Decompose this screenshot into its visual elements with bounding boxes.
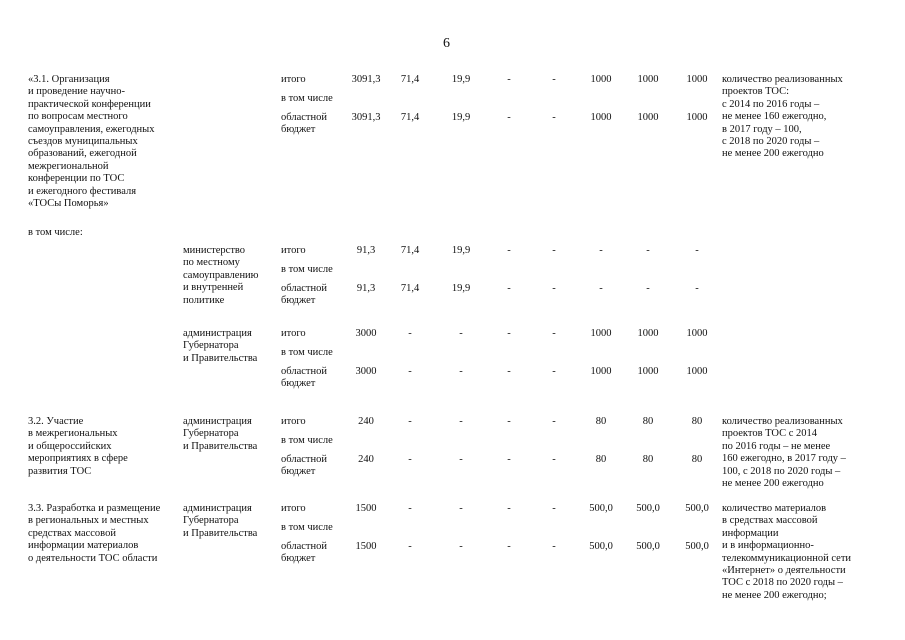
amount-cell-r31b-total-4: - bbox=[552, 328, 556, 339]
amount-cell-r33-reg-4: - bbox=[552, 541, 556, 552]
amount-cell-r31b-reg-3: - bbox=[507, 366, 511, 377]
amount-cell-r31a-reg-1: 71,4 bbox=[400, 283, 420, 294]
amount-cell-r31b-reg-1: - bbox=[408, 366, 412, 377]
label-regional-budget: областной бюджет bbox=[281, 283, 327, 307]
amount-cell-r33-total-3: - bbox=[507, 503, 511, 514]
amount-cell-r31a-total-7: - bbox=[695, 245, 699, 256]
amount-cell-r31a-reg-6: - bbox=[646, 283, 650, 294]
amount-cell-r33-total-7: 500,0 bbox=[685, 503, 709, 514]
amount-cell-r32-reg-3: - bbox=[507, 454, 511, 465]
amount-cell-r31-reg-7: 1000 bbox=[686, 112, 708, 123]
amount-cell-r31a-total-0: 91,3 bbox=[356, 245, 376, 256]
amount-cell-r33-total-1: - bbox=[408, 503, 412, 514]
amount-cell-r31-total-3: - bbox=[507, 74, 511, 85]
amount-cell-r32-total-7: 80 bbox=[691, 416, 703, 427]
amount-cell-r31b-total-6: 1000 bbox=[637, 328, 659, 339]
amount-cell-r32-reg-4: - bbox=[552, 454, 556, 465]
amount-cell-r31a-total-1: 71,4 bbox=[400, 245, 420, 256]
amount-cell-r31a-total-3: - bbox=[507, 245, 511, 256]
amount-cell-r33-total-2: - bbox=[459, 503, 463, 514]
amount-cell-r33-total-5: 500,0 bbox=[589, 503, 613, 514]
label-including: в том числе bbox=[281, 435, 333, 446]
amount-cell-r31b-total-5: 1000 bbox=[590, 328, 612, 339]
amount-cell-r31-reg-4: - bbox=[552, 112, 556, 123]
amount-cell-r33-total-6: 500,0 bbox=[636, 503, 660, 514]
amount-cell-r31a-reg-0: 91,3 bbox=[356, 283, 376, 294]
amount-cell-r31-total-7: 1000 bbox=[686, 74, 708, 85]
amount-cell-r33-reg-6: 500,0 bbox=[636, 541, 660, 552]
result-3-2: количество реализованных проектов ТОС с 2014 по 2016 годы – не менее 160 ежегодно, в 2017 году – 100, с 2018 по 2020 годы – не менее 200 ежегодно bbox=[722, 416, 846, 490]
amount-cell-r33-reg-1: - bbox=[408, 541, 412, 552]
amount-cell-r31b-total-0: 3000 bbox=[355, 328, 377, 339]
amount-cell-r32-reg-1: - bbox=[408, 454, 412, 465]
amount-cell-r32-total-5: 80 bbox=[595, 416, 607, 427]
amount-cell-r31b-reg-0: 3000 bbox=[355, 366, 377, 377]
amount-cell-r31-total-0: 3091,3 bbox=[351, 74, 381, 85]
activity-3-1: «3.1. Организация и проведение научно- практической конференции по вопросам местного самоуправления, ежегодных съездов муниципальных образований, ежегодной межрегиональной конференции по ТОС и ежегодного фестиваля «ТОСы Поморья» bbox=[28, 74, 155, 210]
amount-cell-r31b-reg-7: 1000 bbox=[686, 366, 708, 377]
page-number: 6 bbox=[443, 36, 450, 51]
amount-cell-r31a-total-2: 19,9 bbox=[451, 245, 471, 256]
amount-cell-r32-reg-7: 80 bbox=[691, 454, 703, 465]
amount-cell-r31a-total-4: - bbox=[552, 245, 556, 256]
amount-cell-r31b-total-7: 1000 bbox=[686, 328, 708, 339]
amount-cell-r31-total-1: 71,4 bbox=[400, 74, 420, 85]
amount-cell-r32-total-0: 240 bbox=[358, 416, 374, 427]
amount-cell-r31a-reg-4: - bbox=[552, 283, 556, 294]
amount-cell-r31a-reg-2: 19,9 bbox=[451, 283, 471, 294]
amount-cell-r31b-reg-4: - bbox=[552, 366, 556, 377]
activity-3-3: 3.3. Разработка и размещение в региональных и местных средствах массовой информации материалов о деятельности ТОС области bbox=[28, 503, 161, 564]
label-total: итого bbox=[281, 245, 306, 256]
label-total: итого bbox=[281, 74, 306, 85]
amount-cell-r33-reg-3: - bbox=[507, 541, 511, 552]
amount-cell-r32-reg-5: 80 bbox=[595, 454, 607, 465]
amount-cell-r31-total-4: - bbox=[552, 74, 556, 85]
amount-cell-r31a-reg-3: - bbox=[507, 283, 511, 294]
executor-administration: администрация Губернатора и Правительства bbox=[183, 328, 258, 364]
executor-ministry: министерство по местному самоуправлению и внутренней политике bbox=[183, 245, 259, 306]
amount-cell-r31-reg-5: 1000 bbox=[590, 112, 612, 123]
result-3-3: количество материалов в средствах массовой информации и в информационно- телекоммуникационной сети «Интернет» о деятельности ТОС с 2018 по 2020 годы – не менее 200 ежегодно; bbox=[722, 503, 852, 601]
amount-cell-r31b-total-2: - bbox=[459, 328, 463, 339]
amount-cell-r31a-reg-5: - bbox=[599, 283, 603, 294]
amount-cell-r32-total-2: - bbox=[459, 416, 463, 427]
amount-cell-r31a-reg-7: - bbox=[695, 283, 699, 294]
executor-administration: администрация Губернатора и Правительства bbox=[183, 416, 258, 452]
amount-cell-r33-reg-5: 500,0 bbox=[589, 541, 613, 552]
label-total: итого bbox=[281, 328, 306, 339]
amount-cell-r31-reg-0: 3091,3 bbox=[351, 112, 381, 123]
amount-cell-r32-reg-0: 240 bbox=[358, 454, 374, 465]
amount-cell-r32-reg-6: 80 bbox=[642, 454, 654, 465]
label-regional-budget: областной бюджет bbox=[281, 112, 327, 136]
amount-cell-r33-reg-7: 500,0 bbox=[685, 541, 709, 552]
amount-cell-r32-total-3: - bbox=[507, 416, 511, 427]
amount-cell-r31-reg-1: 71,4 bbox=[400, 112, 420, 123]
label-including: в том числе bbox=[281, 522, 333, 533]
amount-cell-r31b-reg-6: 1000 bbox=[637, 366, 659, 377]
amount-cell-r31b-total-3: - bbox=[507, 328, 511, 339]
label-total: итого bbox=[281, 503, 306, 514]
amount-cell-r31-total-2: 19,9 bbox=[451, 74, 471, 85]
amount-cell-r31-total-5: 1000 bbox=[590, 74, 612, 85]
label-regional-budget: областной бюджет bbox=[281, 366, 327, 390]
amount-cell-r31-reg-6: 1000 bbox=[637, 112, 659, 123]
amount-cell-r32-total-1: - bbox=[408, 416, 412, 427]
label-including: в том числе bbox=[281, 347, 333, 358]
amount-cell-r33-total-4: - bbox=[552, 503, 556, 514]
amount-cell-r31-total-6: 1000 bbox=[637, 74, 659, 85]
amount-cell-r32-total-4: - bbox=[552, 416, 556, 427]
label-including: в том числе bbox=[281, 264, 333, 275]
amount-cell-r33-total-0: 1500 bbox=[355, 503, 377, 514]
including-label: в том числе: bbox=[28, 227, 83, 238]
executor-administration: администрация Губернатора и Правительства bbox=[183, 503, 258, 539]
amount-cell-r31b-reg-2: - bbox=[459, 366, 463, 377]
amount-cell-r31b-reg-5: 1000 bbox=[590, 366, 612, 377]
amount-cell-r33-reg-2: - bbox=[459, 541, 463, 552]
amount-cell-r31b-total-1: - bbox=[408, 328, 412, 339]
activity-3-2: 3.2. Участие в межрегиональных и общероссийских мероприятиях в сфере развития ТОС bbox=[28, 416, 128, 477]
amount-cell-r31a-total-6: - bbox=[646, 245, 650, 256]
amount-cell-r32-reg-2: - bbox=[459, 454, 463, 465]
amount-cell-r31a-total-5: - bbox=[599, 245, 603, 256]
label-regional-budget: областной бюджет bbox=[281, 541, 327, 565]
amount-cell-r31-reg-2: 19,9 bbox=[451, 112, 471, 123]
label-including: в том числе bbox=[281, 93, 333, 104]
label-total: итого bbox=[281, 416, 306, 427]
result-3-1: количество реализованных проектов ТОС: с 2014 по 2016 годы – не менее 160 ежегодно, в 2017 году – 100, с 2018 по 2020 годы – не менее 200 ежегодно bbox=[722, 74, 843, 160]
label-regional-budget: областной бюджет bbox=[281, 454, 327, 478]
amount-cell-r31-reg-3: - bbox=[507, 112, 511, 123]
amount-cell-r33-reg-0: 1500 bbox=[355, 541, 377, 552]
amount-cell-r32-total-6: 80 bbox=[642, 416, 654, 427]
